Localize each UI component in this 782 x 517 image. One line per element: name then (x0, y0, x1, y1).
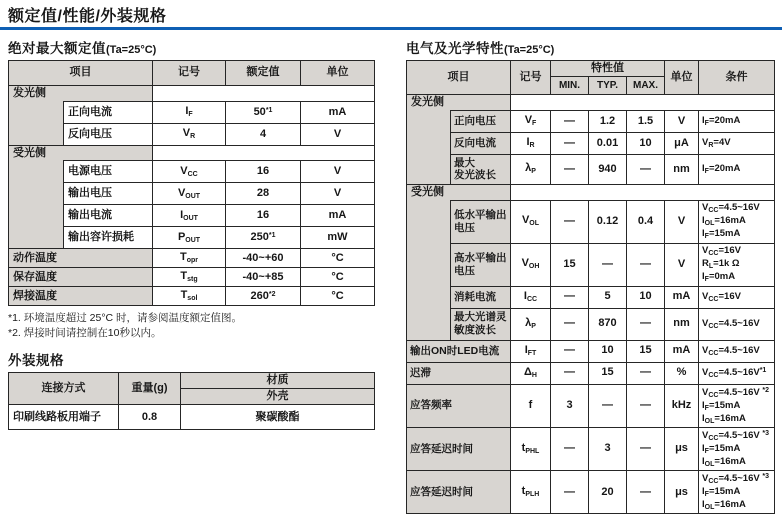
symbol: $T_{sol}$ (153, 287, 226, 306)
min-value: 3 (551, 384, 589, 427)
left-column (8, 36, 374, 430)
item-name: 反向电流 (451, 132, 511, 154)
condition: $V_{CC}=4.5\sim 16V$ $I_{OL}=16mA$ $I_F=15mA$ (699, 200, 775, 243)
unit: mA (665, 286, 699, 308)
item-name: 正向电压 (451, 110, 511, 132)
symbol: $\lambda_P$ (511, 308, 551, 340)
symbol: $I_F$ (153, 101, 226, 123)
max-value: — (627, 154, 665, 184)
indent-strip (407, 110, 451, 132)
header-material: 材质 (181, 372, 375, 388)
abs-max-heading (8, 37, 374, 57)
group-empty (153, 145, 375, 161)
electro-heading-ta: (Ta=25°C) (504, 44, 555, 56)
condition: $V_{CC}=4.5\sim 16V$ $^{*2}$ $I_F=15mA$ $I_{OL}=16mA$ (699, 384, 775, 427)
unit: °C (301, 249, 375, 268)
unit: V (301, 161, 375, 183)
group-label: 受光侧 (9, 145, 64, 161)
group-filler (64, 145, 153, 161)
table-row (9, 205, 375, 227)
item-name: 输出容许损耗 (64, 227, 153, 249)
min-value: — (551, 362, 589, 384)
symbol: $V_F$ (511, 110, 551, 132)
table-row (407, 340, 775, 362)
rating-value: 16 (226, 161, 301, 183)
table-row (407, 286, 775, 308)
condition: $V_{CC}=4.5\sim 16V$ $^{*3}$ $I_F=15mA$ $I_{OL}=16mA$ (699, 427, 775, 470)
abs-max-heading-ta: (Ta=25°C) (106, 44, 157, 56)
header-unit: 单位 (665, 61, 699, 95)
unit: V (665, 243, 699, 286)
typ-value: 10 (589, 340, 627, 362)
typ-value: 5 (589, 286, 627, 308)
package-table (8, 372, 375, 430)
symbol: $I_{CC}$ (511, 286, 551, 308)
unit: V (301, 123, 375, 145)
typ-value: 20 (589, 471, 627, 514)
symbol: $V_{CC}$ (153, 161, 226, 183)
table-row (407, 200, 775, 243)
package-heading: 外装规格 (8, 352, 64, 368)
right-column (406, 36, 774, 514)
typ-value: 3 (589, 427, 627, 470)
footnote-1: *1. 环境温度超过 25°C 时，请参阅温度额定值图。 (8, 312, 243, 325)
header-weight: 重量(g) (119, 372, 181, 404)
header-item: 项目 (407, 61, 511, 95)
symbol: f (511, 384, 551, 427)
indent-strip (9, 183, 64, 205)
table-row (9, 227, 375, 249)
group-label: 发光侧 (9, 86, 64, 102)
item-name: 应答延迟时间 (407, 427, 511, 470)
unit: μA (665, 132, 699, 154)
group-label: 受光侧 (407, 184, 451, 200)
item-name: 输出ON时LED电流 (407, 340, 511, 362)
material-value: 聚碳酸酯 (181, 405, 375, 430)
condition: $V_{CC}=4.5\sim 16V^{*1}$ (699, 362, 775, 384)
unit: °C (301, 268, 375, 287)
item-name: 输出电流 (64, 205, 153, 227)
item-name: 最大 发光波长 (451, 154, 511, 184)
max-value: 0.4 (627, 200, 665, 243)
group-row-detector (407, 184, 775, 200)
item-name: 应答频率 (407, 384, 511, 427)
item-name: 电源电压 (64, 161, 153, 183)
unit: mA (665, 340, 699, 362)
symbol: $\lambda_P$ (511, 154, 551, 184)
condition: $V_R=4V$ (699, 132, 775, 154)
unit: % (665, 362, 699, 384)
min-value: — (551, 471, 589, 514)
max-value: — (627, 384, 665, 427)
unit: mW (301, 227, 375, 249)
condition: $V_{CC}=4.5\sim 16V$ $^{*3}$ $I_F=15mA$ $I_{OL}=16mA$ (699, 471, 775, 514)
min-value: — (551, 154, 589, 184)
unit: V (301, 183, 375, 205)
symbol: $\Delta_H$ (511, 362, 551, 384)
table-row (407, 308, 775, 340)
rating-value: -40~+85 (226, 268, 301, 287)
indent-strip (407, 243, 451, 286)
rating-value: -40~+60 (226, 249, 301, 268)
max-value: — (627, 362, 665, 384)
indent-strip (407, 154, 451, 184)
item-name: 消耗电流 (451, 286, 511, 308)
table-row (9, 287, 375, 306)
footnote-2: *2. 焊接时间请控制在10秒以内。 (8, 326, 162, 339)
min-value: — (551, 286, 589, 308)
header-condition: 条件 (699, 61, 775, 95)
max-value: 10 (627, 132, 665, 154)
header-symbol: 记号 (511, 61, 551, 95)
indent-strip (407, 308, 451, 340)
table-row (9, 405, 375, 430)
item-name: 最大光谱灵 敏度波长 (451, 308, 511, 340)
condition: $V_{CC}=16V$ (699, 286, 775, 308)
table-row (9, 161, 375, 183)
unit: nm (665, 308, 699, 340)
symbol: $V_{OUT}$ (153, 183, 226, 205)
connection-value: 印刷线路板用端子 (9, 405, 119, 430)
indent-strip (407, 286, 451, 308)
typ-value: 870 (589, 308, 627, 340)
weight-value: 0.8 (119, 405, 181, 430)
item-name: 低水平输出 电压 (451, 200, 511, 243)
header-case: 外壳 (181, 388, 375, 404)
symbol: $t_{PHL}$ (511, 427, 551, 470)
indent-strip (9, 161, 64, 183)
table-row (407, 384, 775, 427)
unit: nm (665, 154, 699, 184)
condition: $I_F=20mA$ (699, 110, 775, 132)
max-value: — (627, 427, 665, 470)
min-value: — (551, 308, 589, 340)
item-name: 反向电压 (64, 123, 153, 145)
unit: μs (665, 427, 699, 470)
typ-value: 1.2 (589, 110, 627, 132)
condition: $V_{CC}=16V$ $R_L=1k$ Ω $I_F=0mA$ (699, 243, 775, 286)
item-name: 焊接温度 (9, 287, 153, 306)
footnotes (8, 311, 374, 339)
typ-value: — (589, 243, 627, 286)
symbol: $V_{OL}$ (511, 200, 551, 243)
group-filler (451, 95, 511, 111)
rating-value: 28 (226, 183, 301, 205)
max-value: — (627, 471, 665, 514)
abs-max-table (8, 60, 375, 306)
abs-max-heading-text: 绝对最大额定值 (8, 41, 106, 56)
unit: V (665, 110, 699, 132)
item-name: 正向电流 (64, 101, 153, 123)
electro-heading (406, 37, 774, 57)
min-value: — (551, 200, 589, 243)
indent-strip (9, 227, 64, 249)
condition: $V_{CC}=4.5\sim 16V$ (699, 308, 775, 340)
max-value: 1.5 (627, 110, 665, 132)
indent-strip (9, 101, 64, 123)
title-rule (0, 27, 782, 30)
max-value: 15 (627, 340, 665, 362)
unit: V (665, 200, 699, 243)
unit: kHz (665, 384, 699, 427)
table-row (407, 110, 775, 132)
header-typ: TYP. (589, 77, 627, 95)
header-characteristic: 特性值 (551, 61, 665, 77)
page-title: 额定值/性能/外装规格 (8, 8, 167, 25)
header-max: MAX. (627, 77, 665, 95)
min-value: 15 (551, 243, 589, 286)
header-item: 项目 (9, 61, 153, 86)
symbol: $t_{PLH}$ (511, 471, 551, 514)
header-min: MIN. (551, 77, 589, 95)
header-rating: 额定值 (226, 61, 301, 86)
indent-strip (407, 200, 451, 243)
table-header-row (407, 61, 775, 77)
rating-value: 250$^{*1}$ (226, 227, 301, 249)
group-label: 发光侧 (407, 95, 451, 111)
table-row (407, 427, 775, 470)
group-empty (511, 95, 775, 111)
table-row (9, 101, 375, 123)
unit: mA (301, 205, 375, 227)
group-row-emitter (9, 86, 375, 102)
typ-value: 0.01 (589, 132, 627, 154)
symbol: $I_{FT}$ (511, 340, 551, 362)
table-row (9, 123, 375, 145)
header-symbol: 记号 (153, 61, 226, 86)
table-row (407, 243, 775, 286)
table-header-row (9, 372, 375, 388)
indent-strip (9, 123, 64, 145)
typ-value: 15 (589, 362, 627, 384)
item-name: 输出电压 (64, 183, 153, 205)
typ-value: 940 (589, 154, 627, 184)
table-row (407, 471, 775, 514)
min-value: — (551, 340, 589, 362)
symbol: $I_R$ (511, 132, 551, 154)
min-value: — (551, 110, 589, 132)
group-row-emitter (407, 95, 775, 111)
rating-value: 50$^{*1}$ (226, 101, 301, 123)
condition: $I_F=20mA$ (699, 154, 775, 184)
typ-value: — (589, 384, 627, 427)
header-unit: 单位 (301, 61, 375, 86)
unit: mA (301, 101, 375, 123)
table-row (407, 132, 775, 154)
symbol: $V_R$ (153, 123, 226, 145)
condition: $V_{CC}=4.5\sim 16V$ (699, 340, 775, 362)
max-value: — (627, 308, 665, 340)
table-header-row (9, 61, 375, 86)
symbol: $V_{OH}$ (511, 243, 551, 286)
item-name: 高水平输出 电压 (451, 243, 511, 286)
item-name: 应答延迟时间 (407, 471, 511, 514)
typ-value: 0.12 (589, 200, 627, 243)
table-row (9, 249, 375, 268)
electro-table (406, 60, 775, 514)
symbol: $T_{opr}$ (153, 249, 226, 268)
rating-value: 260$^{*2}$ (226, 287, 301, 306)
group-filler (451, 184, 511, 200)
group-filler (64, 86, 153, 102)
rating-value: 16 (226, 205, 301, 227)
group-empty (511, 184, 775, 200)
rating-value: 4 (226, 123, 301, 145)
symbol: $T_{stg}$ (153, 268, 226, 287)
group-row-detector (9, 145, 375, 161)
min-value: — (551, 132, 589, 154)
table-row (9, 268, 375, 287)
table-row (407, 154, 775, 184)
item-name: 动作温度 (9, 249, 153, 268)
table-row (407, 362, 775, 384)
indent-strip (407, 132, 451, 154)
table-row (9, 183, 375, 205)
unit: μs (665, 471, 699, 514)
item-name: 保存温度 (9, 268, 153, 287)
max-value: 10 (627, 286, 665, 308)
max-value: — (627, 243, 665, 286)
symbol: $P_{OUT}$ (153, 227, 226, 249)
header-connection: 连接方式 (9, 372, 119, 404)
min-value: — (551, 427, 589, 470)
symbol: $I_{OUT}$ (153, 205, 226, 227)
unit: °C (301, 287, 375, 306)
group-empty (153, 86, 375, 102)
item-name: 迟滞 (407, 362, 511, 384)
indent-strip (9, 205, 64, 227)
electro-heading-text: 电气及光学特性 (406, 41, 504, 56)
